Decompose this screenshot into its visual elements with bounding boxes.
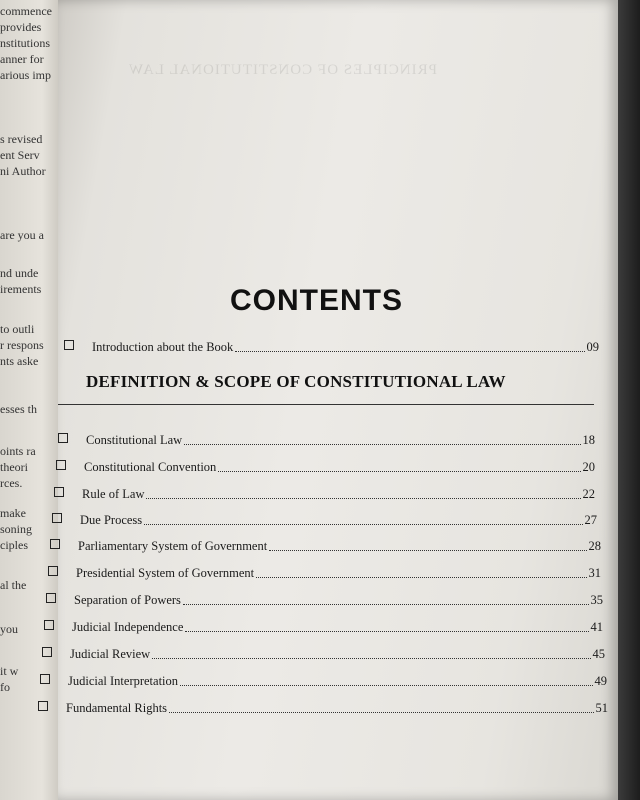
dot-leader — [180, 684, 592, 686]
dot-leader — [235, 350, 584, 352]
left-page-fragment: r respons — [0, 338, 44, 352]
section-heading: DEFINITION & SCOPE OF CONSTITUTIONAL LAW — [86, 372, 506, 391]
left-page-fragment: anner for — [0, 52, 44, 66]
checkbox-icon — [42, 647, 52, 657]
dot-leader — [269, 549, 586, 551]
dot-leader — [146, 497, 580, 499]
checkbox-icon — [56, 460, 66, 470]
toc-entry-label: Judicial Independence — [72, 620, 184, 634]
checkbox-icon — [64, 340, 74, 350]
show-through-heading: PRINCIPLES OF CONSTITUTIONAL LAW — [128, 62, 437, 78]
left-page-fragment: nts aske — [0, 354, 39, 368]
checkbox-icon — [38, 701, 48, 711]
toc-entry[interactable] — [42, 647, 605, 662]
toc-entry[interactable] — [56, 460, 595, 475]
toc-entry-label: Constitutional Convention — [84, 460, 217, 474]
toc-entry[interactable] — [50, 539, 601, 554]
toc-page-number: 45 — [592, 647, 605, 661]
toc-entry-label: Judicial Review — [70, 647, 151, 661]
left-page-fragment: s revised — [0, 132, 43, 146]
left-page-fragment: commence — [0, 4, 52, 18]
toc-entry[interactable] — [54, 487, 595, 502]
toc-page-number: 28 — [588, 539, 601, 553]
toc-entry-label: Separation of Powers — [74, 593, 181, 607]
toc-page-number: 35 — [590, 593, 603, 607]
checkbox-icon — [54, 487, 64, 497]
left-page-fragment: esses th — [0, 402, 37, 416]
toc-entry-label: Parliamentary System of Government — [78, 539, 268, 553]
toc-page-number: 27 — [584, 513, 597, 527]
toc-entry-label: Presidential System of Government — [76, 566, 255, 580]
left-page-fragment: irements — [0, 282, 42, 296]
toc-page-number: 51 — [595, 701, 608, 715]
left-page-fragment: al the — [0, 578, 27, 592]
left-page-fragment: rces. — [0, 476, 23, 490]
toc-entry-label: Due Process — [80, 513, 143, 527]
left-page-fragment: make — [0, 506, 26, 520]
page-title: CONTENTS — [230, 284, 403, 317]
dot-leader — [183, 603, 589, 605]
dot-leader — [185, 630, 588, 632]
book-edge — [618, 0, 640, 800]
left-page-fragment: you — [0, 622, 18, 636]
left-page-fragment: ent Serv — [0, 148, 40, 162]
dot-leader — [144, 523, 582, 525]
left-page-fragment: it w — [0, 664, 19, 678]
toc-page-number: 20 — [582, 460, 595, 474]
dot-leader — [169, 711, 593, 713]
dot-leader — [218, 470, 580, 472]
left-page-fragment: are you a — [0, 228, 44, 242]
toc-entry[interactable] — [46, 593, 603, 608]
checkbox-icon — [50, 539, 60, 549]
toc-page-number: 31 — [588, 566, 601, 580]
toc-page-number: 18 — [582, 433, 595, 447]
left-page-fragment: soning — [0, 522, 33, 536]
toc-entry-label: Fundamental Rights — [66, 701, 168, 715]
contents-page — [58, 0, 618, 800]
toc-page-number: 41 — [590, 620, 603, 634]
toc-entry[interactable] — [40, 674, 607, 689]
checkbox-icon — [44, 620, 54, 630]
section-divider — [58, 404, 594, 405]
left-page-fragment: arious imp — [0, 68, 51, 82]
left-page-fragment: nstitutions — [0, 36, 51, 50]
checkbox-icon — [52, 513, 62, 523]
toc-entry-label: Judicial Interpretation — [68, 674, 179, 688]
checkbox-icon — [48, 566, 58, 576]
toc-entry[interactable] — [38, 701, 608, 716]
left-page-fragment: ni Author — [0, 164, 46, 178]
checkbox-icon — [40, 674, 50, 684]
checkbox-icon — [46, 593, 56, 603]
toc-entry[interactable] — [52, 513, 597, 528]
toc-entry[interactable] — [44, 620, 603, 635]
toc-page-number: 09 — [586, 340, 599, 354]
toc-entry[interactable] — [48, 566, 601, 581]
dot-leader — [256, 576, 586, 578]
toc-page-number: 49 — [594, 674, 607, 688]
left-page-fragment: to outli — [0, 322, 35, 336]
left-page-fragment: fo — [0, 680, 10, 694]
dot-leader — [184, 443, 580, 445]
checkbox-icon — [58, 433, 68, 443]
toc-entry-introduction[interactable] — [64, 340, 599, 355]
toc-entry-label: Constitutional Law — [86, 433, 183, 447]
left-page-fragment: ciples — [0, 538, 28, 552]
left-page-fragment: provides — [0, 20, 42, 34]
left-page-fragment: theori — [0, 460, 28, 474]
dot-leader — [152, 657, 590, 659]
toc-entry-label: Rule of Law — [82, 487, 145, 501]
toc-page-number: 22 — [582, 487, 595, 501]
toc-entry-label: Introduction about the Book — [92, 340, 234, 354]
left-page-fragment: nd unde — [0, 266, 39, 280]
toc-entry[interactable] — [58, 433, 595, 448]
left-page-fragment: oints ra — [0, 444, 36, 458]
